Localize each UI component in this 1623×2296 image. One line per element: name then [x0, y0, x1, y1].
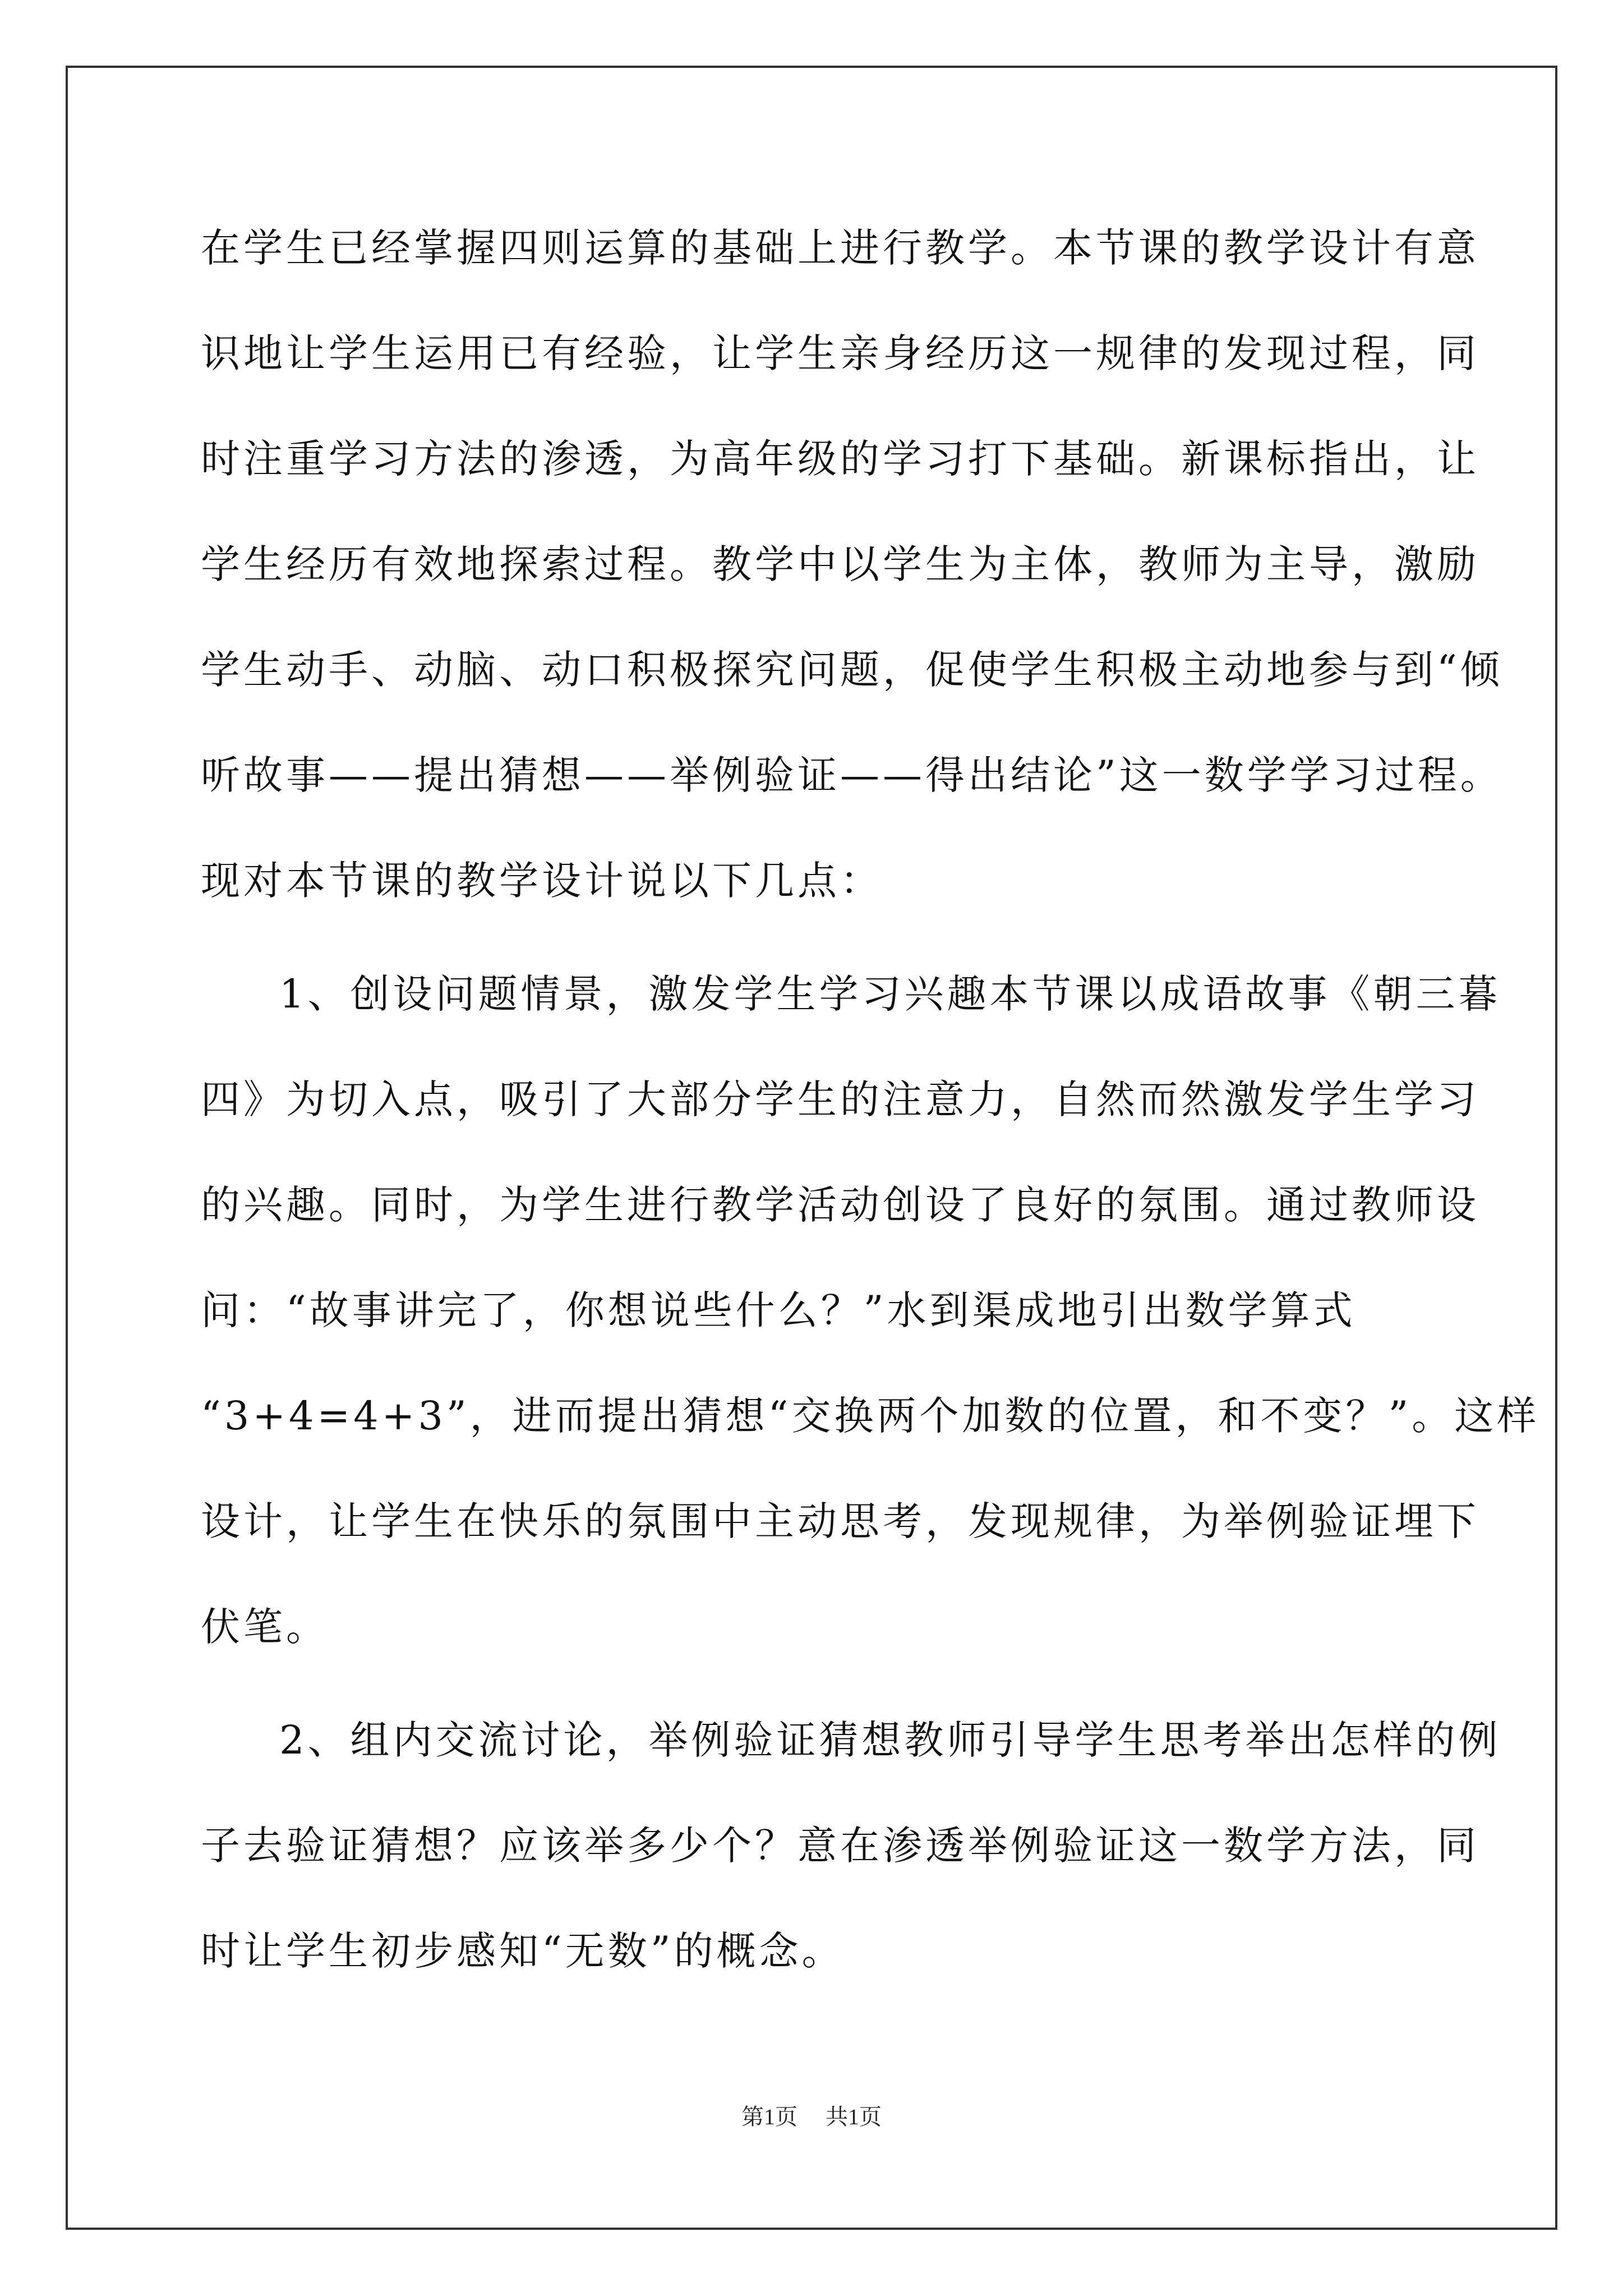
- paragraph-1-line-6: 听故事——提出猜想——举例验证——得出结论”这一数学学习过程。: [201, 752, 1503, 798]
- paragraph-1-line-7: 现对本节课的教学设计说以下几点：: [201, 858, 883, 904]
- paragraph-2-line-6: 设计，让学生在快乐的氛围中主动思考，发现规律，为举例验证埋下: [201, 1498, 1479, 1544]
- page-number-current: 第1页: [741, 2104, 797, 2129]
- paragraph-2-line-7: 伏笔。: [201, 1604, 329, 1650]
- page-number-total: 共1页: [826, 2104, 882, 2129]
- paragraph-3-line-2: 子去验证猜想？应该举多少个？意在渗透举例验证这一数学方法，同: [201, 1823, 1479, 1869]
- page-border: [66, 66, 1557, 2230]
- paragraph-2-line-4: 问：“故事讲完了，你想说些什么？”水到渠成地引出数学算式: [201, 1287, 1356, 1333]
- paragraph-2-line-2: 四》为切入点，吸引了大部分学生的注意力，自然而然激发学生学习: [201, 1076, 1479, 1122]
- paragraph-2-line-5: “3+4=4+3”，进而提出猜想“交换两个加数的位置，和不变？”。这样: [201, 1393, 1540, 1439]
- paragraph-3-line-1: 2、组内交流讨论，举例验证猜想教师引导学生思考举出怎样的例: [279, 1717, 1501, 1763]
- paragraph-2-line-3: 的兴趣。同时，为学生进行教学活动创设了良好的氛围。通过教师设: [201, 1182, 1479, 1228]
- paragraph-2-line-1: 1、创设问题情景，激发学生学习兴趣本节课以成语故事《朝三暮: [279, 971, 1501, 1017]
- paragraph-1-line-1: 在学生已经掌握四则运算的基础上进行教学。本节课的教学设计有意: [201, 225, 1479, 271]
- paragraph-1-line-5: 学生动手、动脑、动口积极探究问题，促使学生积极主动地参与到“倾: [201, 647, 1503, 693]
- paragraph-3-line-3: 时让学生初步感知“无数”的概念。: [201, 1928, 845, 1974]
- page-footer: [0, 2104, 1623, 2131]
- paragraph-1-line-4: 学生经历有效地探索过程。教学中以学生为主体，教师为主导，激励: [201, 541, 1479, 587]
- paragraph-1-line-3: 时注重学习方法的渗透，为高年级的学习打下基础。新课标指出，让: [201, 436, 1479, 482]
- paragraph-1-line-2: 识地让学生运用已有经验，让学生亲身经历这一规律的发现过程，同: [201, 330, 1479, 376]
